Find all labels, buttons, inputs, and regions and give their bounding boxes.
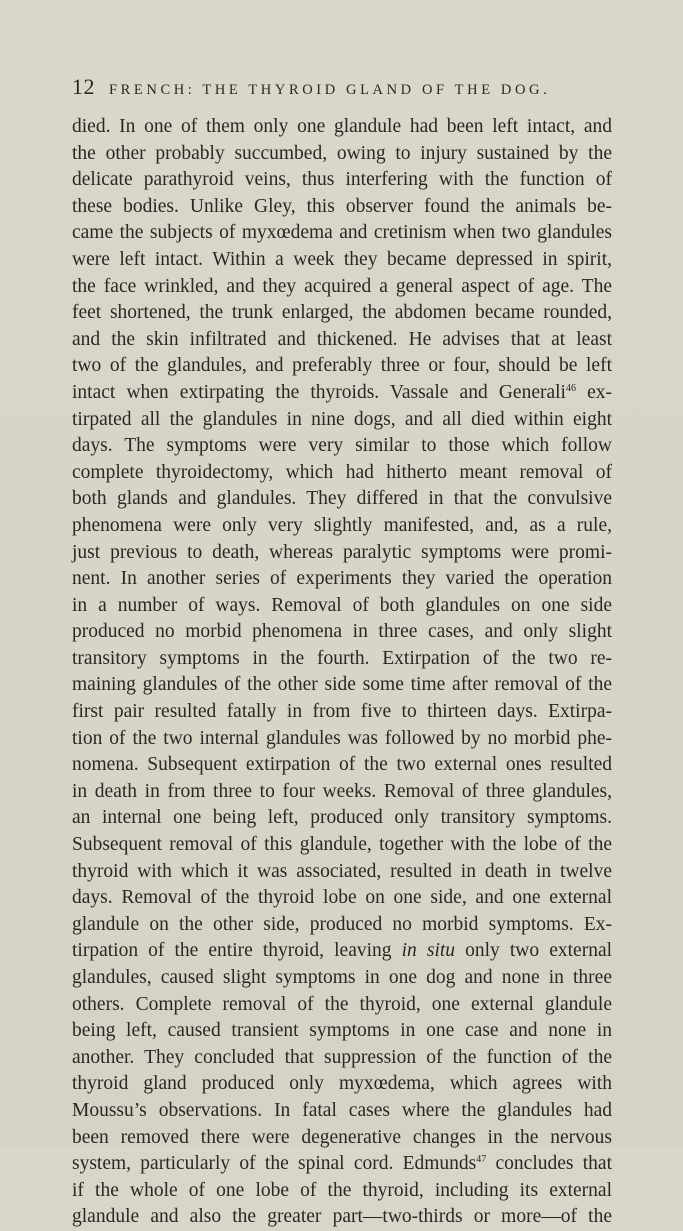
text-line: glandule on the other side, produced no morbid symptoms. Ex- [72, 913, 612, 935]
running-head [72, 74, 612, 100]
reference-marker: 47 [476, 1154, 487, 1166]
text-line: two of the glandules, and preferably three or four, should be left [72, 355, 612, 377]
text-line: days. Removal of the thyroid lobe on one side, and one external [72, 887, 612, 909]
text-line: phenomena were only very slightly manifested, and, as a rule, [72, 514, 612, 536]
text-line: Moussu’s observations. In fatal cases where the glandules had [72, 1099, 612, 1121]
text-line: tion of the two internal glandules was followed by no morbid phe- [72, 727, 612, 749]
text-line: nomena. Subsequent extirpation of the two external ones resulted [72, 754, 612, 776]
text-line: been removed there were degenerative changes in the nervous [72, 1126, 612, 1148]
text-line: maining glandules of the other side some time after removal of the [72, 674, 612, 696]
text-line: being left, caused transient symptoms in one case and none in [72, 1020, 612, 1042]
text-line: in death in from three to four weeks. Removal of three glandules, [72, 780, 612, 802]
text-line: another. They concluded that suppression of the function of the [72, 1046, 612, 1068]
text-line: Subsequent removal of this glandule, together with the lobe of the [72, 834, 612, 856]
text-line-with-italic [72, 938, 612, 965]
text-line: and the skin infiltrated and thickened. He advises that at least [72, 328, 612, 350]
text-line: transitory symptoms in the fourth. Extirpation of the two re- [72, 647, 612, 669]
text-line: died. In one of them only one glandule had been left intact, and [72, 116, 612, 137]
reference-marker: 46 [565, 382, 576, 394]
text-line: if the whole of one lobe of the thyroid, including its external [72, 1179, 612, 1201]
text-line: feet shortened, the trunk enlarged, the abdomen became rounded, [72, 302, 612, 324]
text-line: first pair resulted fatally in from five to thirteen days. Extirpa- [72, 701, 612, 723]
text-segment: system, particularly of the spinal cord. Edmunds [72, 1153, 477, 1175]
italic-phrase: in situ [401, 940, 456, 962]
text-line: the face wrinkled, and they acquired a general aspect of age. The [72, 275, 612, 297]
text-line: glandule and also the greater part—two-thirds or more—of the [72, 1206, 612, 1228]
text-line: produced no morbid phenomena in three cases, and only slight [72, 621, 612, 643]
text-line: days. The symptoms were very similar to those which follow [72, 435, 612, 457]
text-segment: ex- [575, 381, 612, 403]
text-line: the other probably succumbed, owing to injury sustained by the [72, 142, 612, 164]
running-head-title: FRENCH: THE THYROID GLAND OF THE DOG. [109, 82, 551, 98]
text-segment: intact when extirpating the thyroids. Vassale and Generali [72, 381, 566, 403]
text-segment: only two external [455, 940, 613, 962]
text-line: nent. In another series of experiments they varied the operation [72, 568, 612, 590]
page-number: 12 [72, 74, 95, 99]
text-line: glandules, caused slight symptoms in one dog and none in three [72, 967, 612, 988]
text-line: complete thyroidectomy, which had hitherto meant removal of [72, 461, 612, 483]
text-line: in a number of ways. Removal of both glandules on one side [72, 594, 612, 616]
text-line: an internal one being left, produced only transitory symptoms. [72, 807, 612, 829]
body-text [72, 114, 612, 1231]
text-line-with-reference [72, 380, 612, 407]
text-line: these bodies. Unlike Gley, this observer found the animals be- [72, 195, 612, 217]
text-line: came the subjects of myxœdema and cretinism when two glandules [72, 222, 612, 244]
text-line: both glands and glandules. They differed in that the convulsive [72, 488, 612, 510]
text-segment: concludes that [486, 1153, 612, 1175]
text-line-with-reference [72, 1151, 612, 1178]
text-line: tirpated all the glandules in nine dogs, and all died within eight [72, 408, 612, 430]
text-line: delicate parathyroid veins, thus interfering with the function of [72, 169, 612, 191]
text-line: others. Complete removal of the thyroid, one external glandule [72, 993, 612, 1015]
text-line: just previous to death, whereas paralytic symptoms were promi- [72, 541, 612, 563]
text-line: were left intact. Within a week they became depressed in spirit, [72, 248, 612, 270]
text-line: thyroid with which it was associated, resulted in death in twelve [72, 860, 612, 882]
text-line: thyroid gland produced only myxœdema, which agrees with [72, 1073, 612, 1095]
text-segment: tirpation of the entire thyroid, leaving [72, 940, 392, 962]
